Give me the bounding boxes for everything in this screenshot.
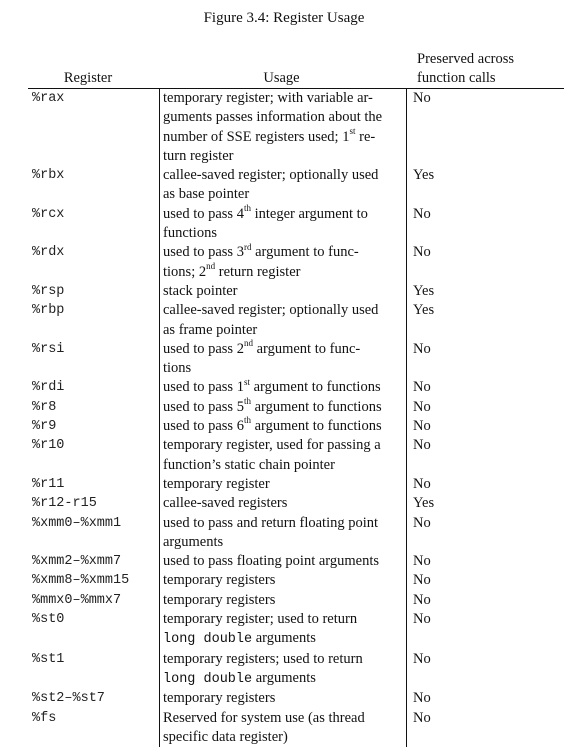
preserved-value: Yes [407, 301, 564, 340]
register-name: %rdi [28, 378, 159, 397]
register-name: %rcx [28, 205, 159, 244]
register-usage [159, 340, 407, 379]
table-row [28, 571, 564, 590]
usage-line: long double arguments [163, 629, 402, 649]
preserved-value: No [407, 243, 564, 282]
usage-line: used to pass 1st argument to functions [163, 378, 402, 397]
usage-line: guments passes information about the [163, 108, 402, 127]
register-usage [159, 494, 407, 513]
register-name: %rax [28, 89, 159, 166]
register-name: %st2–%st7 [28, 689, 159, 708]
usage-line: used to pass floating point arguments [163, 552, 402, 571]
usage-line: as frame pointer [163, 321, 402, 340]
register-usage [159, 514, 407, 553]
usage-line: used to pass 5th argument to functions [163, 398, 402, 417]
preserved-value: No [407, 552, 564, 571]
register-usage [159, 591, 407, 610]
preserved-value: No [407, 650, 564, 690]
register-usage [159, 205, 407, 244]
table-row [28, 650, 564, 690]
usage-line: long double arguments [163, 669, 402, 689]
preserved-value: No [407, 610, 564, 650]
register-name: %rsi [28, 340, 159, 379]
table-row [28, 610, 564, 650]
preserved-value: No [407, 709, 564, 747]
table-row [28, 243, 564, 282]
usage-line: temporary registers [163, 689, 402, 708]
register-usage [159, 689, 407, 708]
preserved-value: No [407, 205, 564, 244]
header-register: Register [28, 69, 152, 88]
preserved-value: No [407, 591, 564, 610]
table-row [28, 417, 564, 436]
figure-caption: Figure 3.4: Register Usage [0, 9, 568, 27]
code-text: long double [163, 632, 252, 647]
table-row [28, 398, 564, 417]
register-name: %rdx [28, 243, 159, 282]
register-usage [159, 571, 407, 590]
usage-line: number of SSE registers used; 1st re- [163, 128, 402, 147]
register-name: %r9 [28, 417, 159, 436]
register-name: %r8 [28, 398, 159, 417]
usage-line: arguments [163, 533, 402, 552]
register-name: %fs [28, 709, 159, 747]
usage-line: functions [163, 224, 402, 243]
register-name: %xmm0–%xmm1 [28, 514, 159, 553]
usage-line: callee-saved registers [163, 494, 402, 513]
register-usage [159, 398, 407, 417]
usage-line: Reserved for system use (as thread [163, 709, 402, 728]
table-row [28, 514, 564, 553]
table-body [28, 89, 564, 747]
table-row [28, 494, 564, 513]
preserved-value: No [407, 689, 564, 708]
preserved-value: No [407, 514, 564, 553]
usage-line: used to pass 2nd argument to func- [163, 340, 402, 359]
register-usage [159, 378, 407, 397]
usage-line: function’s static chain pointer [163, 456, 402, 475]
table-row [28, 436, 564, 475]
preserved-value: Yes [407, 282, 564, 301]
table-row [28, 205, 564, 244]
table-row [28, 340, 564, 379]
preserved-value: No [407, 398, 564, 417]
usage-line: temporary register; used to return [163, 610, 402, 629]
preserved-value: Yes [407, 494, 564, 513]
header-preserved-line1: Preserved across [417, 50, 564, 69]
table-row [28, 166, 564, 205]
table-row [28, 378, 564, 397]
usage-line: callee-saved register; optionally used [163, 166, 402, 185]
header-usage: Usage [152, 69, 411, 88]
preserved-value: No [407, 475, 564, 494]
usage-line: used to pass 4th integer argument to [163, 205, 402, 224]
usage-line: turn register [163, 147, 402, 166]
register-name: %r10 [28, 436, 159, 475]
table-header [28, 48, 564, 88]
table-row [28, 552, 564, 571]
register-usage [159, 243, 407, 282]
register-name: %rsp [28, 282, 159, 301]
table-row [28, 475, 564, 494]
register-usage [159, 301, 407, 340]
preserved-value: No [407, 89, 564, 166]
table-row [28, 709, 564, 747]
register-name: %xmm2–%xmm7 [28, 552, 159, 571]
register-usage [159, 650, 407, 690]
register-usage [159, 436, 407, 475]
register-name: %rbx [28, 166, 159, 205]
register-usage [159, 166, 407, 205]
table-row [28, 591, 564, 610]
table-row [28, 89, 564, 166]
usage-line: specific data register) [163, 728, 402, 747]
usage-line: tions; 2nd return register [163, 263, 402, 282]
usage-line: temporary registers [163, 571, 402, 590]
table-row [28, 301, 564, 340]
register-usage [159, 552, 407, 571]
preserved-value: No [407, 436, 564, 475]
register-usage-table [28, 48, 564, 747]
register-name: %mmx0–%mmx7 [28, 591, 159, 610]
usage-line: as base pointer [163, 185, 402, 204]
usage-line: temporary register [163, 475, 402, 494]
register-name: %st0 [28, 610, 159, 650]
usage-line: callee-saved register; optionally used [163, 301, 402, 320]
register-usage [159, 417, 407, 436]
preserved-value: Yes [407, 166, 564, 205]
register-name: %r11 [28, 475, 159, 494]
register-usage [159, 610, 407, 650]
preserved-value: No [407, 378, 564, 397]
header-preserved [411, 50, 564, 88]
register-usage [159, 282, 407, 301]
usage-line: tions [163, 359, 402, 378]
code-text: long double [163, 672, 252, 687]
usage-line: used to pass 3rd argument to func- [163, 243, 402, 262]
table-row [28, 282, 564, 301]
register-name: %st1 [28, 650, 159, 690]
usage-line: temporary registers; used to return [163, 650, 402, 669]
register-name: %r12-r15 [28, 494, 159, 513]
register-name: %rbp [28, 301, 159, 340]
preserved-value: No [407, 340, 564, 379]
preserved-value: No [407, 417, 564, 436]
usage-line: used to pass 6th argument to functions [163, 417, 402, 436]
usage-line: used to pass and return floating point [163, 514, 402, 533]
usage-line: temporary registers [163, 591, 402, 610]
header-preserved-line2: function calls [417, 69, 564, 88]
register-name: %xmm8–%xmm15 [28, 571, 159, 590]
register-usage [159, 709, 407, 747]
register-usage [159, 475, 407, 494]
usage-line: temporary register; with variable ar- [163, 89, 402, 108]
table-row [28, 689, 564, 708]
register-usage [159, 89, 407, 166]
usage-line: temporary register, used for passing a [163, 436, 402, 455]
preserved-value: No [407, 571, 564, 590]
usage-line: stack pointer [163, 282, 402, 301]
